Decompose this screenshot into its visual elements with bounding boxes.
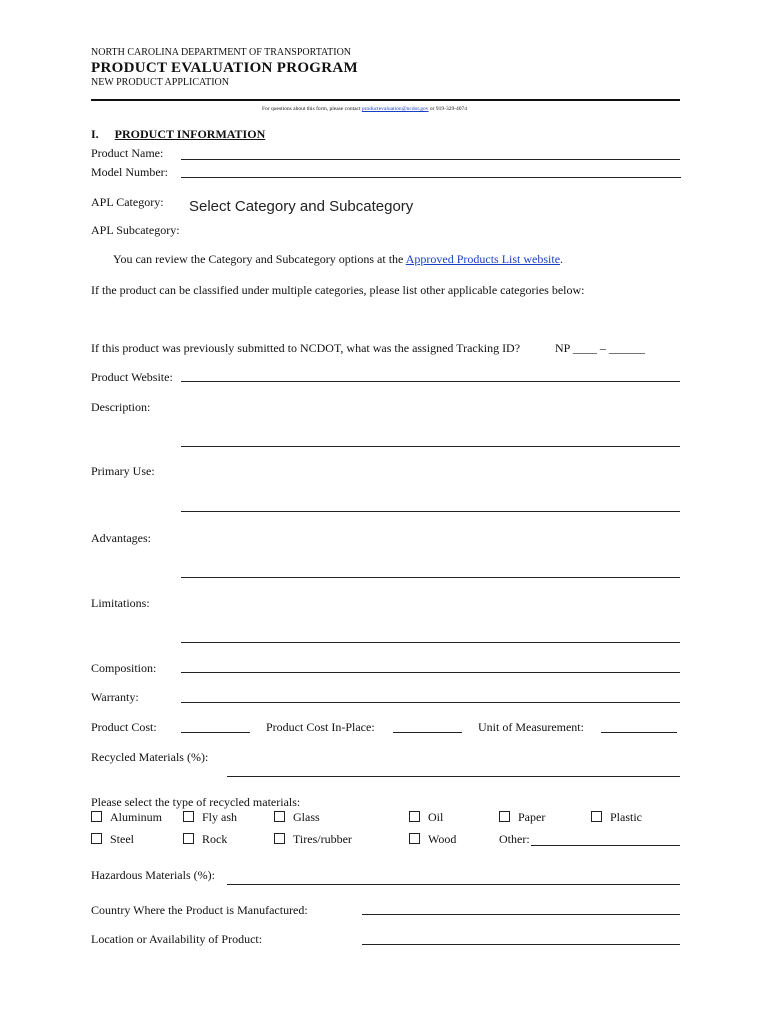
model-number-label: Model Number:	[91, 165, 168, 179]
section-title: PRODUCT INFORMATION	[114, 127, 266, 141]
product-name-label: Product Name:	[91, 146, 164, 160]
checkbox-icon[interactable]	[409, 833, 420, 844]
page-subtitle: NEW PRODUCT APPLICATION	[91, 77, 229, 88]
primary-use-field[interactable]	[181, 511, 680, 512]
checkbox-icon[interactable]	[409, 811, 420, 822]
apl-subcategory-label: APL Subcategory:	[91, 223, 180, 237]
checkbox-label: Plastic	[610, 810, 642, 824]
review-prefix: You can review the Category and Subcategory options at the	[113, 252, 404, 266]
checkbox-label: Fly ash	[202, 810, 238, 824]
description-field[interactable]	[181, 446, 680, 447]
apl-category-label: APL Category:	[91, 195, 164, 209]
checkbox-label: Aluminum	[110, 810, 163, 824]
description-label: Description:	[91, 400, 151, 414]
checkbox-icon[interactable]	[499, 811, 510, 822]
checkbox-icon[interactable]	[91, 811, 102, 822]
product-website-label: Product Website:	[91, 370, 173, 384]
contact-prefix: For questions about this form, please contact	[262, 106, 361, 112]
checkbox-label: Wood	[428, 832, 457, 846]
agency-name: NORTH CAROLINA DEPARTMENT OF TRANSPORTATION	[91, 47, 352, 58]
category-select[interactable]: Select Category and Subcategory	[189, 198, 414, 215]
apl-website-link[interactable]: Approved Products List website	[405, 252, 561, 266]
section-number: I.	[91, 127, 99, 141]
unit-of-measurement-label: Unit of Measurement:	[478, 720, 584, 734]
contact-suffix: or 919-329-4074	[429, 106, 468, 112]
checkbox-icon[interactable]	[183, 833, 194, 844]
contact-line	[262, 102, 467, 116]
product-cost-in-place-label: Product Cost In-Place:	[266, 720, 375, 734]
checkbox-label: Steel	[110, 832, 134, 846]
warranty-field[interactable]	[181, 702, 680, 703]
checkbox-icon[interactable]	[274, 833, 285, 844]
checkbox-icon[interactable]	[274, 811, 285, 822]
section-heading	[91, 127, 265, 142]
primary-use-label: Primary Use:	[91, 464, 155, 478]
advantages-field[interactable]	[181, 577, 680, 578]
composition-field[interactable]	[181, 672, 680, 673]
recycled-materials-field[interactable]	[227, 776, 680, 777]
unit-of-measurement-field[interactable]	[601, 732, 677, 733]
composition-label: Composition:	[91, 661, 157, 675]
other-material-field[interactable]	[531, 845, 680, 846]
checkbox-wood[interactable]	[409, 832, 456, 847]
checkbox-oil[interactable]	[409, 810, 443, 825]
location-availability-field[interactable]	[362, 944, 680, 945]
hazardous-materials-field[interactable]	[227, 884, 680, 885]
country-manufactured-label: Country Where the Product is Manufactured:	[91, 903, 308, 917]
checkbox-tires-rubber[interactable]	[274, 832, 352, 847]
checkbox-label: Paper	[518, 810, 546, 824]
checkbox-label: Glass	[293, 810, 320, 824]
product-cost-field[interactable]	[181, 732, 250, 733]
product-cost-in-place-field[interactable]	[393, 732, 462, 733]
checkbox-paper[interactable]	[499, 810, 545, 825]
checkbox-plastic[interactable]	[591, 810, 642, 825]
product-website-field[interactable]	[181, 381, 680, 382]
checkbox-steel[interactable]	[91, 832, 134, 847]
checkbox-label: Oil	[428, 810, 444, 824]
tracking-question: If this product was previously submitted to NCDOT, what was the assigned Tracking ID?	[91, 341, 521, 355]
checkbox-aluminum[interactable]	[91, 810, 162, 825]
limitations-field[interactable]	[181, 642, 680, 643]
review-note	[113, 252, 563, 266]
hazardous-materials-label: Hazardous Materials (%):	[91, 868, 215, 882]
checkbox-fly-ash[interactable]	[183, 810, 237, 825]
advantages-label: Advantages:	[91, 531, 151, 545]
checkbox-label: Tires/rubber	[293, 832, 352, 846]
multiple-categories-prompt: If the product can be classified under multiple categories, please list other applicable categories below:	[91, 283, 585, 297]
product-name-field[interactable]	[181, 159, 680, 160]
review-suffix: .	[560, 252, 564, 266]
checkbox-icon[interactable]	[91, 833, 102, 844]
limitations-label: Limitations:	[91, 596, 150, 610]
warranty-label: Warranty:	[91, 690, 139, 704]
recycled-materials-label: Recycled Materials (%):	[91, 750, 209, 764]
location-availability-label: Location or Availability of Product:	[91, 932, 263, 946]
checkbox-glass[interactable]	[274, 810, 320, 825]
other-material-label: Other:	[499, 832, 530, 846]
product-cost-label: Product Cost:	[91, 720, 157, 734]
header-rule	[91, 99, 680, 101]
checkbox-icon[interactable]	[591, 811, 602, 822]
contact-email-link[interactable]: productevaluation@ncdot.gov	[361, 106, 429, 112]
page-title: PRODUCT EVALUATION PROGRAM	[91, 60, 358, 76]
recycled-types-prompt: Please select the type of recycled materials:	[91, 795, 301, 809]
tracking-id-field[interactable]: NP ____ – ______	[555, 341, 645, 355]
model-number-field[interactable]	[181, 177, 681, 178]
country-manufactured-field[interactable]	[362, 914, 680, 915]
checkbox-rock[interactable]	[183, 832, 227, 847]
checkbox-label: Rock	[202, 832, 228, 846]
checkbox-icon[interactable]	[183, 811, 194, 822]
